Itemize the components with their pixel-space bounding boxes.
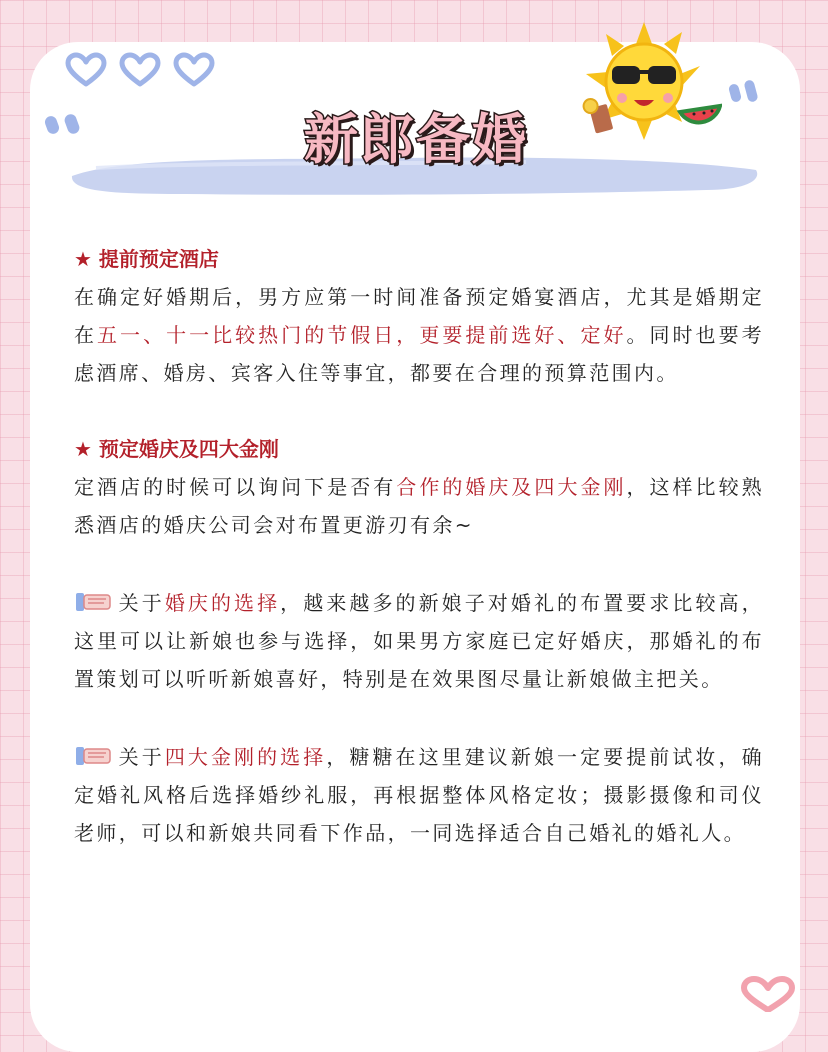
pencil-hand-icon [74,589,114,615]
paragraph-text: 。同时也要考虑酒席、婚房、宾客入住等事宜，都要在合理的预算范围内。 [74,323,765,385]
paragraph-text: ，越来越多的新娘子对婚礼的布置要求比较高，这里可以让新娘也参与选择，如果男方家庭已定好婚庆，那婚礼的布置策划可以听听新娘喜好，特别是在效果图尽量让新娘做主把关。 [74,591,764,691]
hearts-decoration [64,52,216,88]
paragraph-text: 关于 [118,591,165,615]
heart-icon [172,52,216,88]
section-paragraph [74,468,764,544]
paragraph-text: 在确定好婚期后，男方应第一时间准备预定婚宴酒店，尤其是婚期定在 [74,285,764,347]
highlighted-text: 婚庆的选择 [164,591,281,615]
section-paragraph [74,738,764,852]
highlighted-text: 合作的婚庆及四大金刚 [396,475,627,499]
pink-heart-icon [738,976,798,1012]
highlighted-text: 五一、十一比较热门的节假日，更要提前选好、定好 [97,323,627,347]
highlighted-text: 四大金刚的选择 [164,745,327,769]
heart-icon [64,52,108,88]
page-title: 新郎备婚 [304,108,528,171]
paragraph-text: ，糖糖在这里建议新娘一定要提前试妆，确定婚礼风格后选择婚纱礼服，再根据整体风格定妆；摄影摄像和司仪老师，可以和新娘共同看下作品，一同选择适合自己婚礼的婚礼人。 [74,745,764,845]
paragraph-text: 关于 [118,745,165,769]
section-paragraph [74,584,764,698]
paragraph-text: ，这样比较熟悉酒店的婚庆公司会对布置更游刃有余~ [74,475,765,537]
section-heading: ★ 预定婚庆及四大金刚 [74,437,279,461]
article-content [74,240,764,852]
section-paragraph [74,278,764,392]
paragraph-text: 定酒店的时候可以询问下是否有 [74,475,397,499]
title-area [66,100,766,200]
pencil-hand-icon [74,743,114,769]
section-heading: ★ 提前预定酒店 [74,247,219,271]
heart-icon [118,52,162,88]
